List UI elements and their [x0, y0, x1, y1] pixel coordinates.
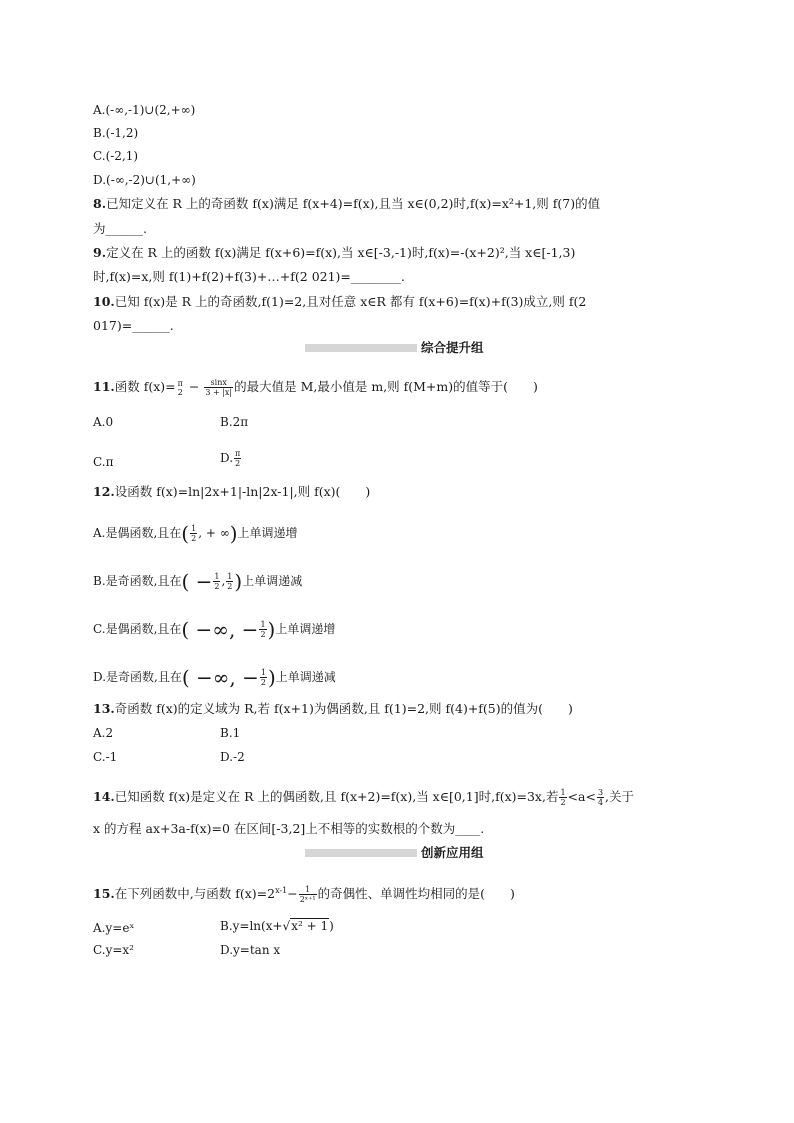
q13-text: 奇函数 f(x)的定义域为 R,若 f(x+1)为偶函数,且 f(1)=2,则 f(4)+f(5)的值为( ) [114, 701, 573, 716]
q7-option-b: B.(-1,2) [93, 126, 139, 140]
q14-line1: 14.已知函数 f(x)是定义在 R 上的偶函数,且 f(x+2)=f(x),当 x∈[0,1]时,f(x)=3x,若 $\frac{1}{2}$ <a< $\frac{3}{4}$ ,关于 [93, 788, 635, 807]
q14-line2: x 的方程 ax+3a-f(x)=0 在区间[-3,2]上不相等的实数根的个数为____. [93, 821, 485, 836]
q13-option-b: B.1 [220, 726, 241, 740]
q12-option-a: A.是偶函数,且在( $\frac{1}{2}$ , + ∞)上单调递增 [93, 521, 298, 546]
q15-line: 15.在下列函数中,与函数 $f(x)=2^{x-1}-$ $\frac{1}{\text{2ˣ⁺¹}}$ 的奇偶性、单调性均相同的是( ) [93, 885, 515, 904]
q12-option-d: D.是奇函数,且在( −∞, − $\frac{1}{2}$ )上单调递减 [93, 665, 336, 690]
q14-text1: 已知函数 f(x)是定义在 R 上的偶函数,且 f(x+2)=f(x),当 x∈[0,1]时,f(x)=3x,若 [114, 789, 559, 804]
q15-option-d: D.y=tan x [220, 943, 281, 957]
q9-number: 9. [93, 245, 107, 260]
q11-option-d: D. $\frac{\pi}{2}$ [220, 449, 241, 468]
q11-option-b: B.2π [220, 415, 249, 429]
q10-line2: 017)=______. [93, 318, 174, 333]
q15-option-b: B.y=ln(x+√x² + 1) [220, 919, 334, 933]
q11-line [93, 378, 538, 397]
section-divider-bar [305, 344, 417, 352]
section-divider-bar-2 [305, 849, 417, 857]
q12-line [93, 483, 370, 501]
q10-number: 10. [93, 294, 115, 309]
q7-option-c: C.(-2,1) [93, 149, 139, 163]
q8-line2: 为______. [93, 221, 147, 236]
q11-number: 11. [93, 379, 115, 394]
section-title-innovation: 创新应用组 [421, 845, 484, 860]
q14-fraction-half: $\frac{1}{2}$ [560, 788, 566, 807]
q12-option-b: B.是奇函数,且在( − $\frac{1}{2}$ , $\frac{1}{2}$ )上单调递减 [93, 569, 303, 594]
q9-line1 [93, 244, 575, 262]
q13-option-a: A.2 [93, 726, 114, 740]
q15-exponent: x-1 [275, 885, 288, 895]
q11-minus: − [184, 379, 204, 394]
q15-number: 15. [93, 886, 115, 901]
q12-option-c: C.是偶函数,且在( −∞, − $\frac{1}{2}$ )上单调递增 [93, 617, 336, 642]
q10-text1: 已知 f(x)是 R 上的奇函数,f(1)=2,且对任意 x∈R 都有 f(x+6)=f(x)+f(3)成立,则 f(2 [114, 294, 587, 309]
q8-line1 [93, 195, 600, 213]
q15-option-c: C.y=x² [93, 943, 134, 957]
q11-pre: 函数 f(x)= [114, 379, 176, 394]
q12-text: 设函数 f(x)=ln|2x+1|-ln|2x-1|,则 f(x)( ) [114, 484, 371, 499]
q12-number: 12. [93, 484, 115, 499]
q15-post: 的奇偶性、单调性均相同的是( ) [317, 886, 515, 901]
q7-option-d: D.(-∞,-2)∪(1,+∞) [93, 173, 196, 187]
q7-option-a: A.(-∞,-1)∪(2,+∞) [93, 103, 196, 117]
q15-fraction: $\frac{1}{\text{2ˣ⁺¹}}$ [299, 885, 316, 904]
q8-number: 8. [93, 196, 107, 211]
q14-fraction-three-quarters: $\frac{3}{4}$ [597, 788, 604, 807]
q9-line2: 时,f(x)=x,则 f(1)+f(2)+f(3)+…+f(2 021)=________. [93, 269, 405, 284]
q10-line1 [93, 293, 586, 311]
q15-option-a: A.y=eˣ [93, 921, 135, 935]
q15-pre: 在下列函数中,与函数 f(x)=2 [114, 886, 276, 901]
q11-pi-fraction: π 2 [177, 378, 183, 397]
q9-text1: 定义在 R 上的函数 f(x)满足 f(x+6)=f(x),当 x∈[-3,-1)时,f(x)=-(x+2)²,当 x∈[-1,3) [106, 245, 576, 260]
q11-post: 的最大值是 M,最小值是 m,则 f(M+m)的值等于( ) [234, 379, 538, 394]
q14-number: 14. [93, 789, 115, 804]
q11-sin-fraction: $\frac{\sin x}{3 + |x|}$ [205, 378, 233, 397]
q13-number: 13. [93, 701, 115, 716]
q13-line [93, 700, 573, 718]
q13-option-d: D.-2 [220, 750, 245, 764]
section-title-comprehensive: 综合提升组 [421, 340, 484, 355]
q13-option-c: C.-1 [93, 750, 118, 764]
q11-option-c: C.π [93, 455, 114, 469]
q8-text1: 已知定义在 R 上的奇函数 f(x)满足 f(x+4)=f(x),且当 x∈(0,2)时,f(x)=x²+1,则 f(7)的值 [106, 196, 601, 211]
q11-option-a: A.0 [93, 415, 114, 429]
